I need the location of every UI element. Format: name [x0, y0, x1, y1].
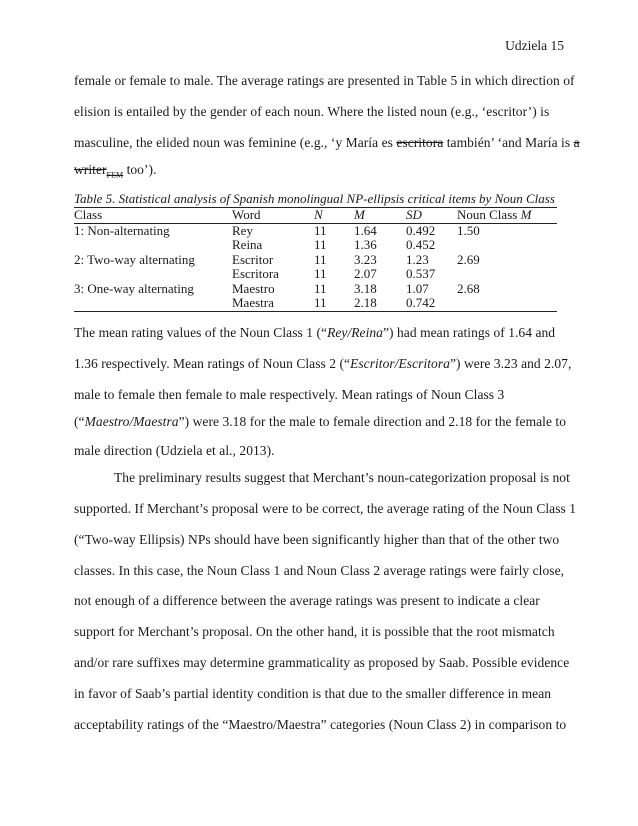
running-head: Udziela 15	[505, 38, 564, 53]
table-row	[74, 238, 557, 253]
cell-m: 3.23	[354, 251, 377, 267]
discussion-line-2: supported. If Merchant’s proposal were to be correct, the average rating of the Noun Class 1	[74, 501, 577, 516]
cell-n: 11	[314, 296, 354, 311]
discussion-line-7: and/or rare suffixes may determine grammaticality as proposed by Saab. Possible evidence	[74, 655, 570, 670]
col-header-sd: SD	[406, 208, 457, 224]
results-line-3: male to female then female to male respectively. Mean ratings of Noun Class 3	[74, 387, 505, 402]
cell-sd: 0.742	[406, 296, 457, 311]
intro-text: masculine, the elided noun was feminine (e.g., ‘y María es	[74, 135, 397, 150]
col-header-m: M	[354, 208, 406, 224]
intro-line-1: female or female to male. The average ratings are presented in Table 5 in which direction of	[74, 73, 575, 88]
cell-word: Reina	[232, 237, 263, 252]
cell-noun-class-m	[457, 238, 557, 253]
col-header-n: N	[314, 208, 354, 224]
discussion-line-9: acceptability ratings of the “Maestro/Maestra” categories (Noun Class 2) in comparison to	[74, 717, 567, 732]
table-caption: Table 5. Statistical analysis of Spanish monolingual NP-ellipsis critical items by Noun Class	[74, 191, 555, 206]
cell-sd: 0.492	[406, 222, 436, 238]
cell-n: 11	[314, 222, 327, 238]
table-row	[74, 223, 557, 238]
cell-word: Escritora	[232, 266, 279, 281]
cell-noun-class-m	[457, 296, 557, 311]
cell-class	[74, 238, 232, 253]
stats-table	[74, 207, 557, 312]
discussion-line-8: in favor of Saab’s partial identity condition is that due to the smaller difference in mean	[74, 686, 552, 701]
results-line-5: male direction (Udziela et al., 2013).	[74, 443, 275, 458]
results-line-2	[74, 356, 571, 372]
table-row	[74, 253, 557, 268]
table-row	[74, 267, 557, 282]
results-text: ”) were 3.23 and 2.07,	[449, 356, 572, 371]
cell-word: Maestro	[232, 280, 275, 296]
table-row	[74, 296, 557, 311]
cell-n: 11	[314, 251, 327, 267]
cell-m: 3.18	[354, 280, 377, 296]
results-line-1	[74, 325, 555, 341]
cell-class: 2: Two-way alternating	[74, 251, 195, 267]
cell-n: 11	[314, 280, 327, 296]
cell-m: 2.18	[354, 296, 406, 311]
discussion-line-4: classes. In this case, the Noun Class 1 and Noun Class 2 average ratings were fairly close,	[74, 563, 565, 578]
cell-sd: 1.07	[406, 280, 429, 296]
cell-m: 1.64	[354, 222, 377, 238]
col-header-noun-class-label: Noun Class	[457, 207, 521, 222]
cell-sd: 0.537	[406, 266, 436, 281]
results-text: ”) had mean ratings of 1.64 and	[382, 325, 556, 340]
noun-pair: Rey/Reina	[327, 325, 383, 340]
cell-sd: 0.452	[406, 237, 436, 252]
cell-noun-class-m: 2.69	[457, 251, 480, 267]
intro-line-2: elision is entailed by the gender of each noun. Where the listed noun (e.g., ‘escritor’) is	[74, 104, 550, 119]
cell-word: Rey	[232, 222, 253, 238]
elided-word: writer	[74, 162, 107, 177]
table-header-row	[74, 208, 557, 224]
results-text: ”) were 3.18 for the male to female direction and 2.18 for the female to	[178, 414, 567, 429]
elided-word: escritora	[396, 135, 444, 150]
results-text: (“	[74, 414, 85, 429]
cell-class	[74, 296, 232, 311]
cell-word: Maestra	[232, 296, 314, 311]
noun-pair: Maestro/Maestra	[84, 414, 179, 429]
cell-class: 3: One-way alternating	[74, 280, 194, 296]
gender-subscript: FEM	[106, 170, 124, 180]
noun-pair: Escritor/Escritora	[350, 356, 450, 371]
intro-text: too’).	[123, 162, 157, 177]
discussion-line-5: not enough of a difference between the average ratings was present to indicate a clear	[74, 593, 540, 608]
elided-word: a	[573, 135, 580, 150]
intro-text: también’ ‘and María is	[443, 135, 574, 150]
col-header-noun-class-m	[457, 208, 557, 224]
discussion-line-1: The preliminary results suggest that Merchant’s noun-categorization proposal is not	[114, 470, 570, 485]
cell-noun-class-m: 2.68	[457, 280, 480, 296]
results-text: 1.36 respectively. Mean ratings of Noun Class 2 (“	[74, 356, 351, 371]
cell-word: Escritor	[232, 251, 274, 267]
intro-line-4	[74, 162, 157, 180]
cell-n: 11	[314, 237, 327, 252]
results-text: The mean rating values of the Noun Class 1 (“	[74, 325, 328, 340]
discussion-line-3: (“Two-way Ellipsis) NPs should have been significantly higher than that of the other two	[74, 532, 560, 547]
cell-class	[74, 267, 232, 282]
col-header-word: Word	[232, 208, 314, 224]
cell-class: 1: Non-alternating	[74, 222, 170, 238]
cell-sd: 1.23	[406, 251, 429, 267]
cell-m: 1.36	[354, 237, 377, 252]
intro-line-3	[74, 135, 580, 151]
results-line-4	[74, 414, 566, 430]
table-row	[74, 282, 557, 297]
cell-m: 2.07	[354, 266, 377, 281]
col-header-noun-class-var: M	[520, 207, 532, 222]
col-header-class: Class	[74, 208, 232, 224]
cell-n: 11	[314, 266, 327, 281]
discussion-line-6: support for Merchant’s proposal. On the other hand, it is possible that the root mismatch	[74, 624, 555, 639]
cell-noun-class-m: 1.50	[457, 222, 480, 238]
cell-noun-class-m	[457, 267, 557, 282]
